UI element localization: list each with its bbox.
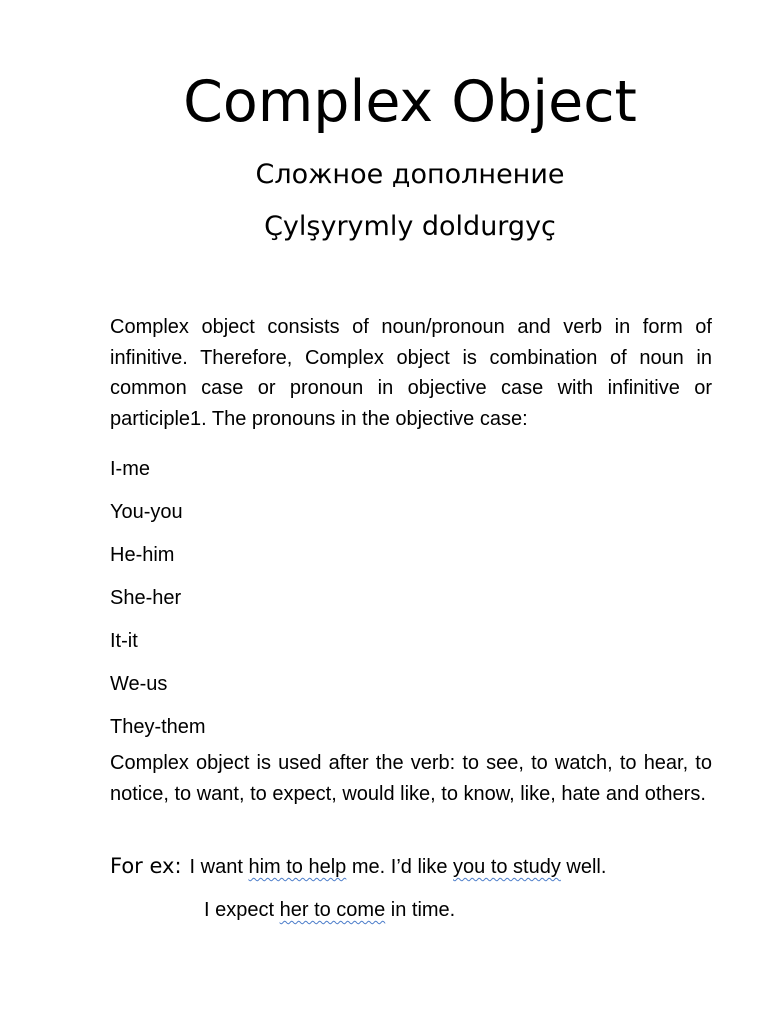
list-item: I-me [110,458,150,480]
example-text: me. I’d like [346,856,454,878]
underlined-phrase: her to come [279,899,386,921]
example-text: well. [560,856,607,878]
underlined-phrase: him to help [248,856,347,878]
list-item: We-us [110,673,168,695]
example-text: in time. [385,899,456,921]
subtitle-russian: Сложное дополнение [255,159,565,190]
example-text: I want [189,856,249,878]
list-item: You-you [110,501,183,523]
subtitle-turkmen: Çylşyrymly doldurgyç [264,211,556,242]
list-item: It-it [110,630,138,652]
example-text: I expect [204,899,280,921]
usage-paragraph: Complex object is used after the verb: to see, to watch, to hear, to notice, to want, to expect, would like, to know, like, hate and others. [110,752,712,805]
page-title: Complex Object [183,69,637,135]
example-label: For ex: [110,854,182,878]
intro-paragraph: Complex object consists of noun/pronoun and verb in form of infinitive. Therefore, Complex object is combination of noun in common case or pronoun in objective case with infinitive or participle1. The pronouns in the objective case: [110,316,712,430]
example-sentence-1 [110,851,606,882]
list-item: He-him [110,544,175,566]
example-sentence-2 [204,895,455,925]
list-item: They-them [110,716,206,738]
underlined-phrase: you to study [453,856,561,878]
pronoun-list [110,448,206,749]
list-item: She-her [110,587,182,609]
